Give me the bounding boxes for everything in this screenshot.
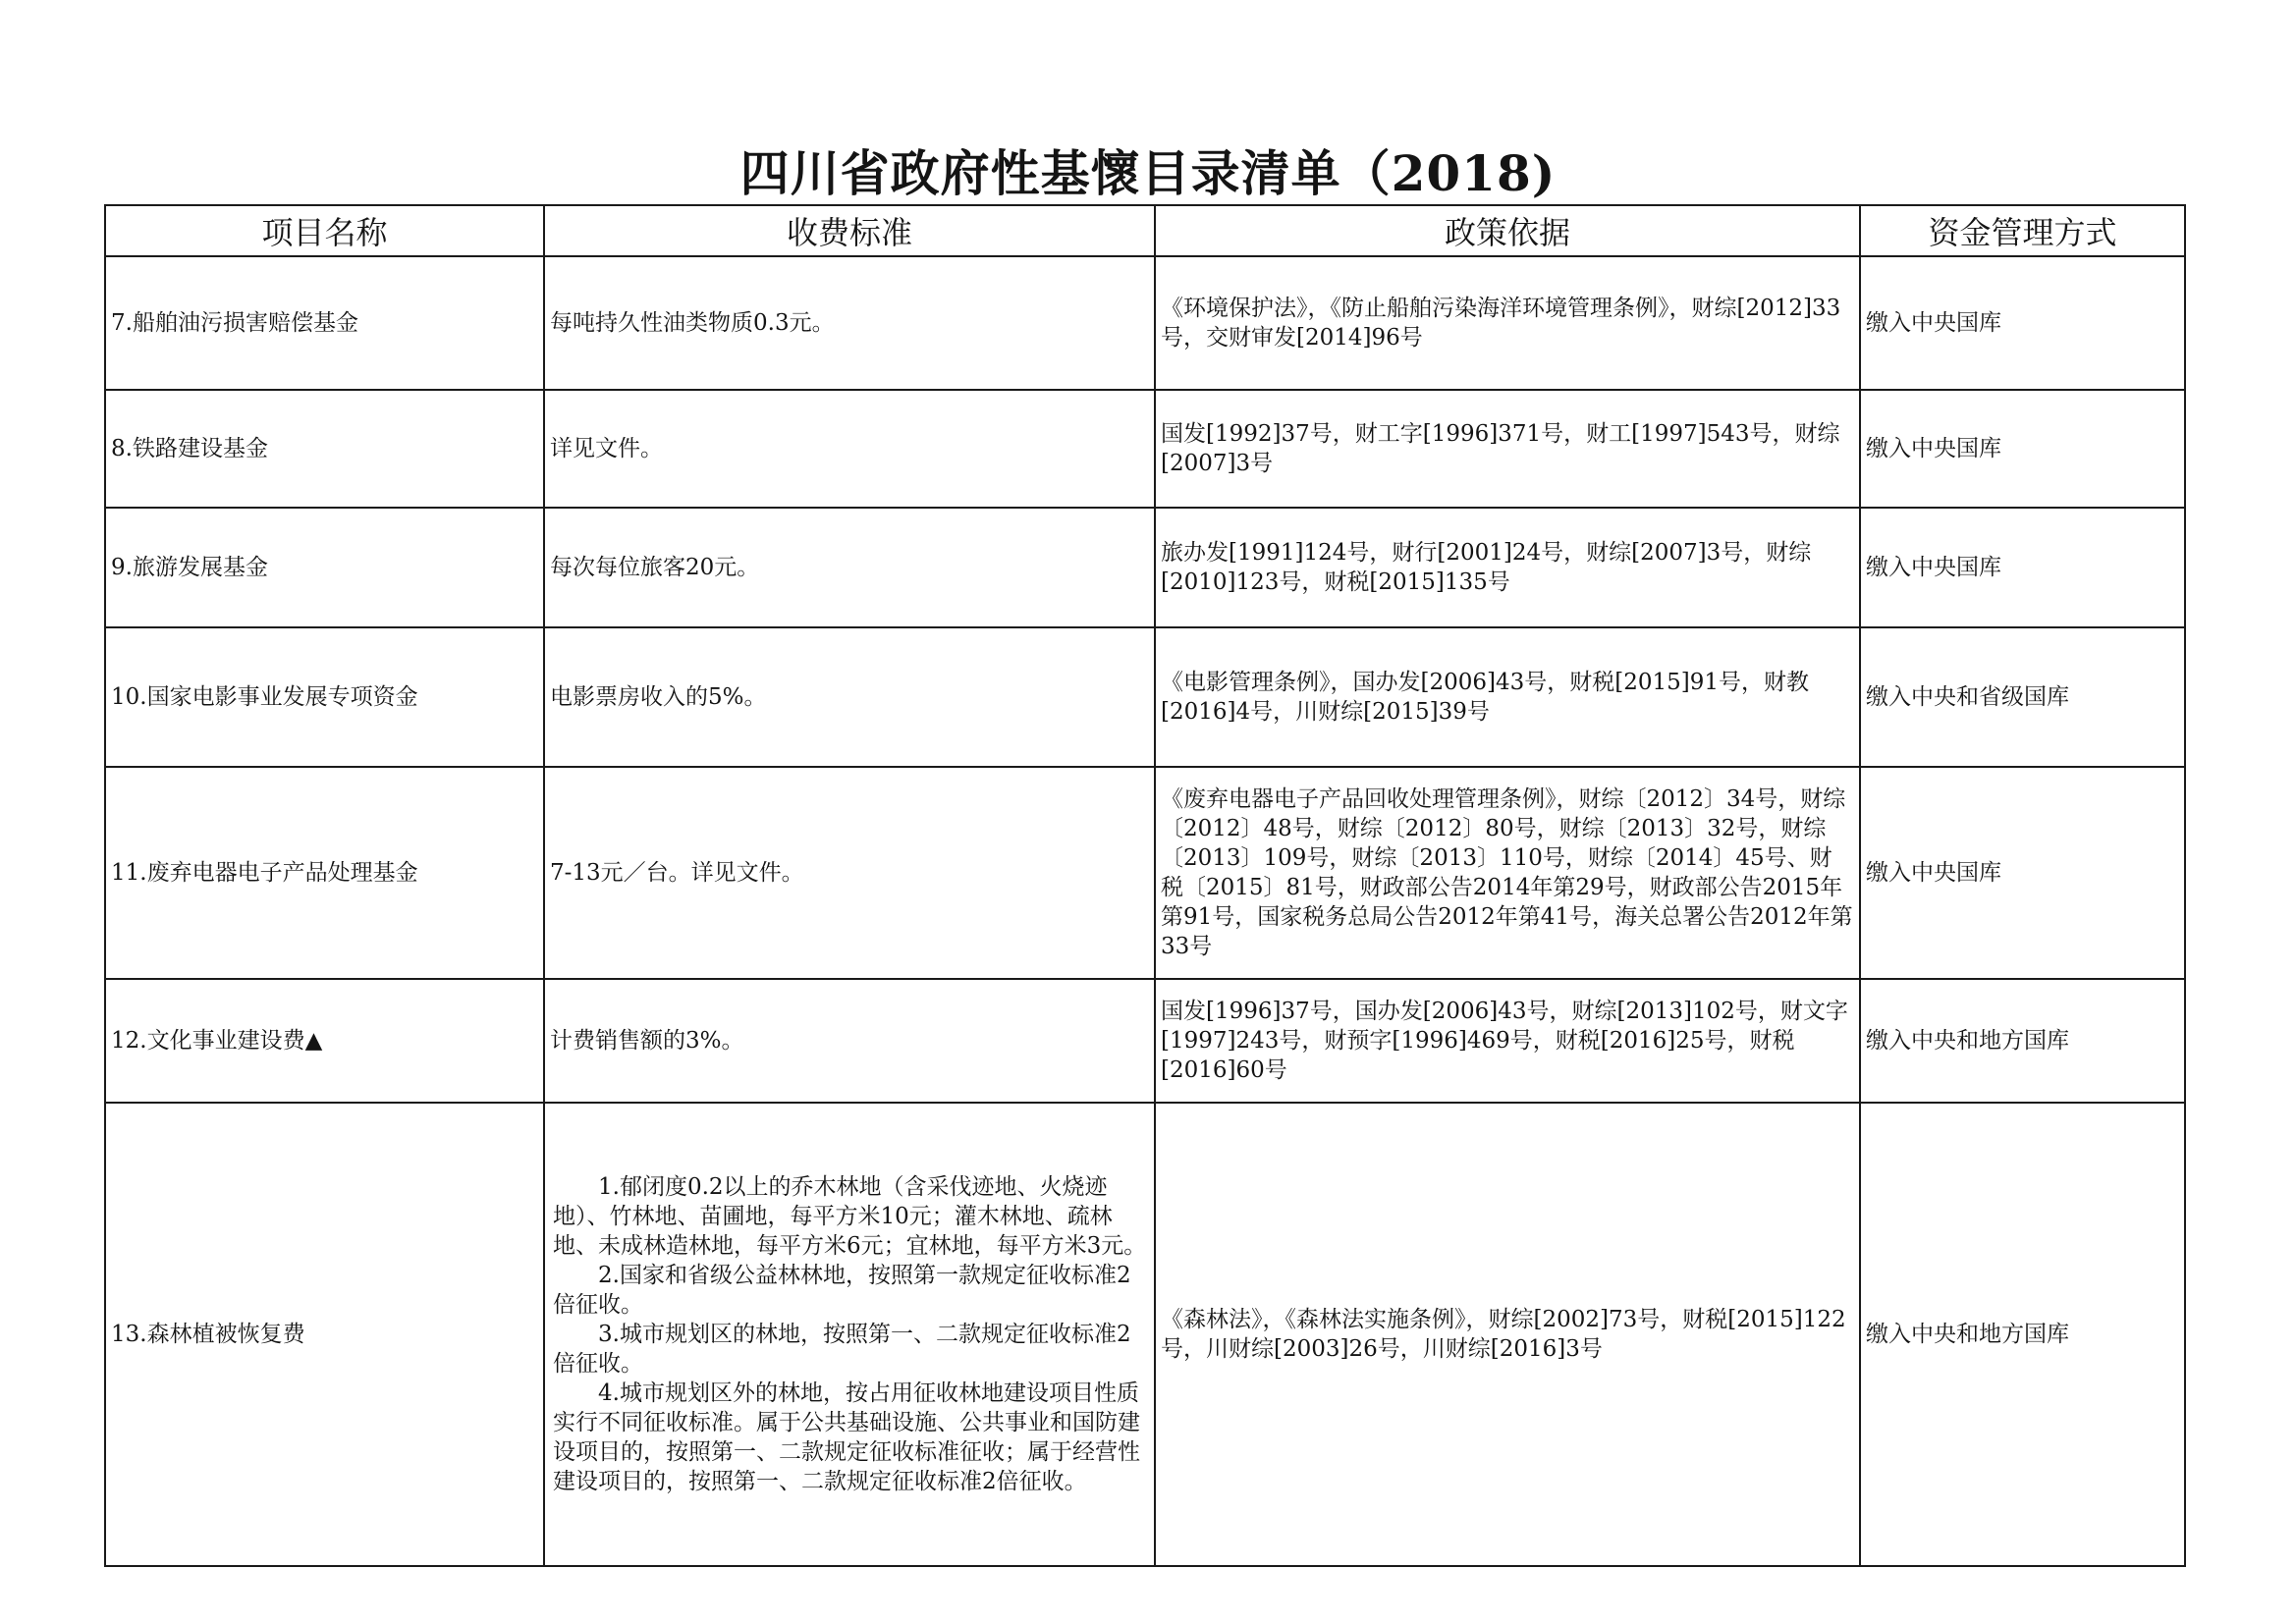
- table-row: [105, 256, 2185, 390]
- row-standard: 7-13元／台。详见文件。: [544, 767, 1155, 979]
- row-standard: 每吨持久性油类物质0.3元。: [544, 256, 1155, 390]
- standard-paragraph: 2.国家和省级公益林林地，按照第一款规定征收标准2倍征收。: [553, 1263, 1131, 1318]
- row-basis: 《森林法》，《森林法实施条例》，财综[2002]73号，财税[2015]122号，川财综[2003]26号，川财综[2016]3号: [1155, 1103, 1860, 1566]
- row-management: 缴入中央国库: [1860, 256, 2185, 390]
- row-management: 缴入中央和省级国库: [1860, 627, 2185, 767]
- row-name: 7.船舶油污损害赔偿基金: [105, 256, 544, 390]
- row-standard: [544, 1103, 1155, 1566]
- header-standard: 收费标准: [544, 205, 1155, 256]
- header-management: 资金管理方式: [1860, 205, 2185, 256]
- row-management: 缴入中央和地方国库: [1860, 1103, 2185, 1566]
- row-standard: 电影票房收入的5%。: [544, 627, 1155, 767]
- row-name: 12.文化事业建设费▲: [105, 979, 544, 1103]
- standard-paragraph: 1.郁闭度0.2以上的乔木林地（含采伐迹地、火烧迹地）、竹林地、苗圃地，每平方米10元；灌木林地、疏林地、未成林造林地，每平方米6元；宜林地，每平方米3元。: [553, 1174, 1147, 1259]
- row-management: 缴入中央和地方国库: [1860, 979, 2185, 1103]
- row-basis: 国发[1996]37号，国办发[2006]43号，财综[2013]102号，财文字[1997]243号，财预字[1996]469号，财税[2016]25号，财税[2016]60号: [1155, 979, 1860, 1103]
- row-name: 11.废弃电器电子产品处理基金: [105, 767, 544, 979]
- row-basis: 旅办发[1991]124号，财行[2001]24号，财综[2007]3号，财综[2010]123号，财税[2015]135号: [1155, 508, 1860, 627]
- row-name: 8.铁路建设基金: [105, 390, 544, 508]
- row-standard: 计费销售额的3%。: [544, 979, 1155, 1103]
- row-basis: 国发[1992]37号，财工字[1996]371号，财工[1997]543号，财综[2007]3号: [1155, 390, 1860, 508]
- table-row: [105, 979, 2185, 1103]
- row-standard: 每次每位旅客20元。: [544, 508, 1155, 627]
- table-row: [105, 508, 2185, 627]
- table-header-row: [105, 205, 2185, 256]
- row-basis: 《废弃电器电子产品回收处理管理条例》，财综〔2012〕34号，财综〔2012〕48号，财综〔2012〕80号，财综〔2013〕32号，财综〔2013〕109号，财综〔2013〕110号，财综〔2014〕45号、财税〔2015〕81号，财政部公告2014年第29号，财政部公告2015年第91号，国家税务总局公告2012年第41号，海关总署公告2012年第33号: [1155, 767, 1860, 979]
- table-row: [105, 1103, 2185, 1566]
- page-title: 四川省政府性基懷目录清单（2018): [739, 144, 1557, 202]
- row-name: 13.森林植被恢复费: [105, 1103, 544, 1566]
- row-management: 缴入中央国库: [1860, 508, 2185, 627]
- standard-paragraph: 4.城市规划区外的林地，按占用征收林地建设项目性质实行不同征收标准。属于公共基础设施、公共事业和国防建设项目的，按照第一、二款规定征收标准征收；属于经营性建设项目的，按照第一、二款规定征收标准2倍征收。: [553, 1380, 1140, 1494]
- row-management: 缴入中央国库: [1860, 767, 2185, 979]
- row-name: 10.国家电影事业发展专项资金: [105, 627, 544, 767]
- row-standard: 详见文件。: [544, 390, 1155, 508]
- row-basis: 《环境保护法》，《防止船舶污染海洋环境管理条例》，财综[2012]33号，交财审发[2014]96号: [1155, 256, 1860, 390]
- table-row: [105, 767, 2185, 979]
- standard-paragraph: 3.城市规划区的林地，按照第一、二款规定征收标准2倍征收。: [553, 1322, 1131, 1377]
- row-name: 9.旅游发展基金: [105, 508, 544, 627]
- table-row: [105, 390, 2185, 508]
- header-basis: 政策依据: [1155, 205, 1860, 256]
- row-management: 缴入中央国库: [1860, 390, 2185, 508]
- row-basis: 《电影管理条例》，国办发[2006]43号，财税[2015]91号，财教[2016]4号，川财综[2015]39号: [1155, 627, 1860, 767]
- table-row: [105, 627, 2185, 767]
- fund-catalog-table: [104, 204, 2186, 1567]
- header-name: 项目名称: [105, 205, 544, 256]
